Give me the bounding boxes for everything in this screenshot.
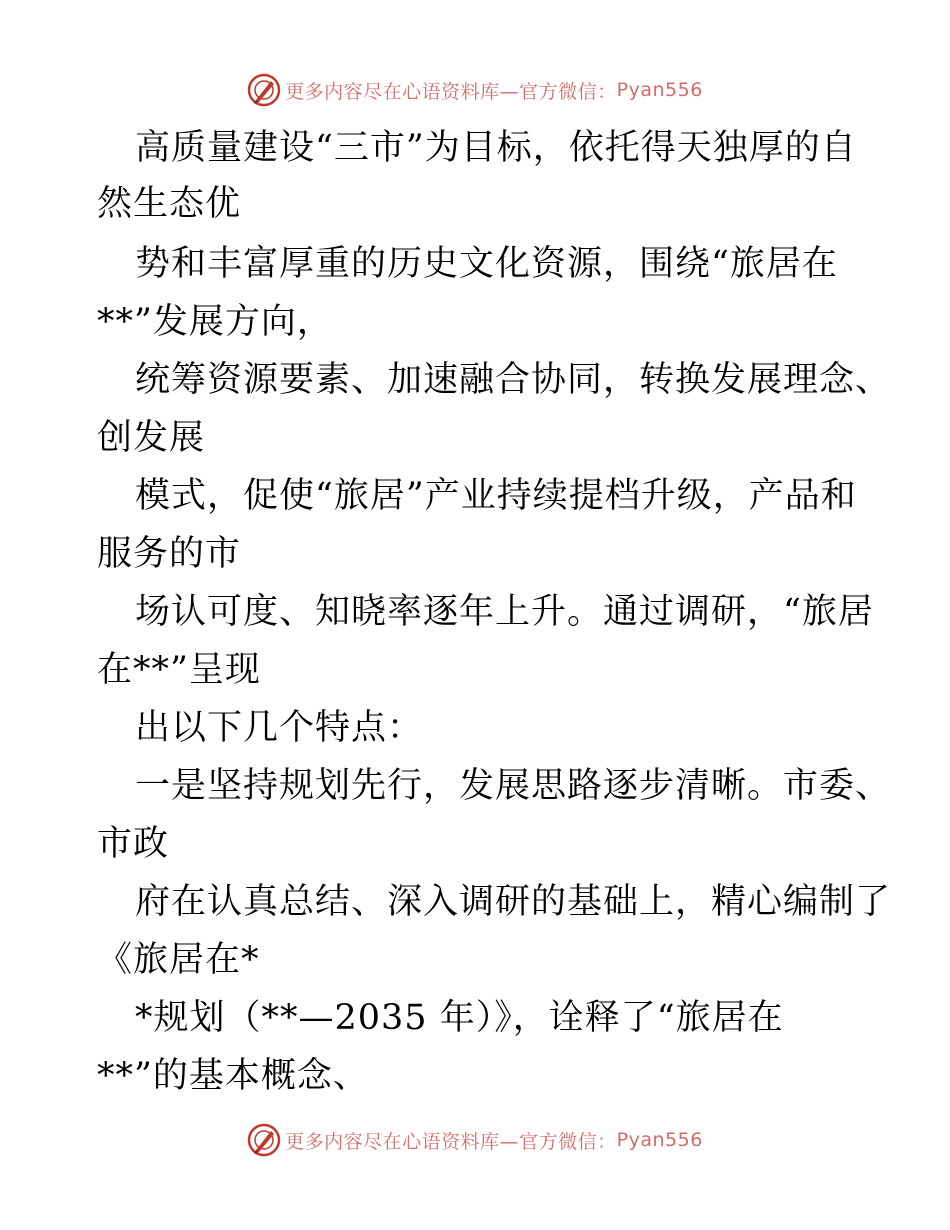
pen-logo-icon <box>247 73 281 107</box>
text-line: **”的基本概念、 <box>97 1056 369 1096</box>
text-line: 统筹资源要素、加速融合协同，转换发展理念、 <box>135 360 892 400</box>
text-line: 高质量建设“三市”为目标，依托得天独厚的自 <box>135 128 857 168</box>
text-line: 出以下几个特点： <box>135 708 424 748</box>
banner-wechat-id: Pyan556 <box>616 1129 703 1151</box>
text-line: 在**”呈现 <box>97 650 261 690</box>
header-banner <box>0 70 950 110</box>
text-line: 模式，促使“旅居”产业持续提档升级，产品和 <box>135 476 857 516</box>
text-line: 市政 <box>97 824 170 864</box>
text-line: 然生态优 <box>97 184 242 224</box>
text-line: 创发展 <box>97 418 206 458</box>
banner-wechat-id: Pyan556 <box>616 79 703 101</box>
text-line: *规划（**—2035 年）》，诠释了“旅居在 <box>135 998 784 1038</box>
text-line: 服务的市 <box>97 534 242 574</box>
text-line: 势和丰富厚重的历史文化资源，围绕“旅居在 <box>135 244 838 284</box>
text-line: 一是坚持规划先行，发展思路逐步清晰。市委、 <box>135 766 892 806</box>
text-line: 场认可度、知晓率逐年上升。通过调研，“旅居 <box>135 592 874 632</box>
text-line: 《旅居在* <box>97 940 260 980</box>
banner-text: 更多内容尽在心语资料库—官方微信： <box>285 1130 617 1153</box>
footer-banner <box>0 1120 950 1160</box>
text-line: 府在认真总结、深入调研的基础上，精心编制了 <box>135 882 892 922</box>
text-line: **”发展方向， <box>97 302 333 342</box>
pen-logo-icon <box>247 1123 281 1157</box>
banner-text: 更多内容尽在心语资料库—官方微信： <box>285 80 617 103</box>
